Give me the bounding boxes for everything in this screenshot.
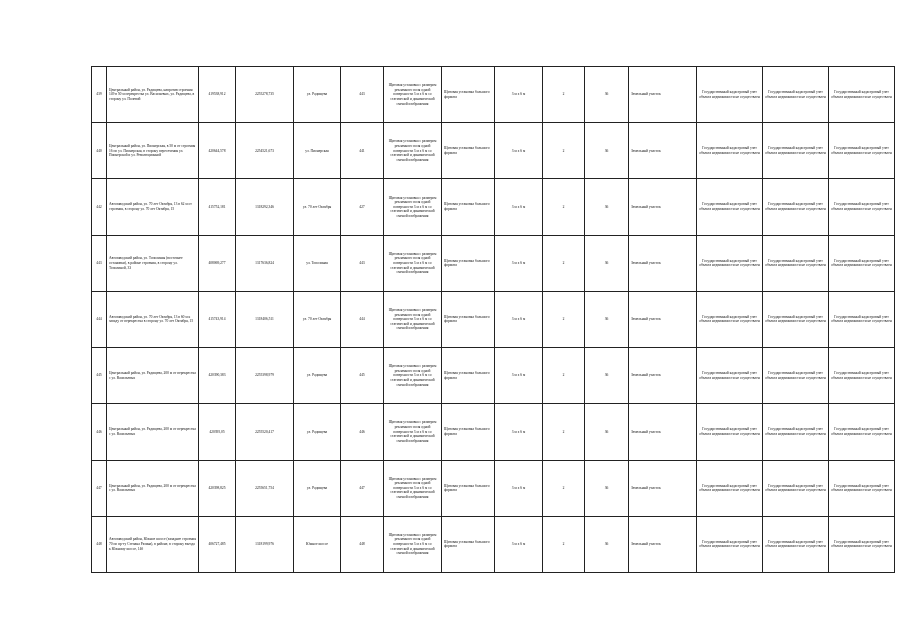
cadastral-status-1: Государственный кадастровый учет объекта недвижимости не осуществлен bbox=[697, 460, 763, 516]
structure-type: Щитовая установка большого формата bbox=[442, 67, 495, 123]
sides-count: 2 bbox=[543, 516, 585, 572]
sides-count: 2 bbox=[543, 291, 585, 347]
land-type: Земельный участок bbox=[629, 235, 697, 291]
street-name: ул. Радищева bbox=[294, 67, 341, 123]
cadastral-status-1: Государственный кадастровый учет объекта недвижимости не осуществлен bbox=[697, 179, 763, 235]
structure-type: Щитовая установка большого формата bbox=[442, 123, 495, 179]
structure-description: Щитовая установка с размером рекламного поля одной поверхности 3 м х 6 м со статической и динамической сменой изображения bbox=[384, 291, 442, 347]
coordinate-y: 2255278,735 bbox=[236, 67, 294, 123]
field-size: 3 м х 6 м bbox=[495, 179, 543, 235]
cadastral-status-2: Государственный кадастровый учет объекта недвижимости не осуществлен bbox=[763, 291, 829, 347]
location-address: Центральный район, ул. Радищева, 200 м от перекрестка с ул. Васильевых bbox=[107, 460, 199, 516]
coordinate-x: 420390,383 bbox=[199, 348, 236, 404]
land-type: Земельный участок bbox=[629, 123, 697, 179]
sides-count: 2 bbox=[543, 348, 585, 404]
row-number: 447 bbox=[92, 460, 107, 516]
coordinate-y: 1318199,976 bbox=[236, 516, 294, 572]
cadastral-status-1: Государственный кадастровый учет объекта недвижимости не осуществлен bbox=[697, 348, 763, 404]
field-size: 3 м х 6 м bbox=[495, 348, 543, 404]
field-size: 3 м х 6 м bbox=[495, 235, 543, 291]
structure-description: Щитовая установка с размером рекламного поля одной поверхности 3 м х 6 м со статической и динамической сменой изображения bbox=[384, 516, 442, 572]
structure-code: 444 bbox=[341, 291, 384, 347]
table-row bbox=[92, 235, 895, 291]
cadastral-status-2: Государственный кадастровый учет объекта недвижимости не осуществлен bbox=[763, 460, 829, 516]
cadastral-status-2: Государственный кадастровый учет объекта недвижимости не осуществлен bbox=[763, 348, 829, 404]
advertising-structures-table bbox=[91, 66, 895, 573]
street-name: ул. 70 лет Октября bbox=[294, 179, 341, 235]
cadastral-status-3: Государственный кадастровый учет объекта недвижимости не осуществлен bbox=[829, 179, 895, 235]
structure-description: Щитовая установка с размером рекламного поля одной поверхности 3 м х 6 м со статической и динамической сменой изображения bbox=[384, 348, 442, 404]
structure-description: Щитовая установка с размером рекламного поля одной поверхности 3 м х 6 м со статической и динамической сменой изображения bbox=[384, 404, 442, 460]
coordinate-x: 419538,912 bbox=[199, 67, 236, 123]
structure-code: 427 bbox=[341, 179, 384, 235]
field-size: 3 м х 6 м bbox=[495, 404, 543, 460]
location-address: Центральный район, ул. Радищева, напротив строения 149 в 50 м перекрестка ул. Васильевых, ул. Радищева, в сторону ул. Полевой bbox=[107, 67, 199, 123]
land-type: Земельный участок bbox=[629, 179, 697, 235]
cadastral-status-2: Государственный кадастровый учет объекта недвижимости не осуществлен bbox=[763, 179, 829, 235]
cadastral-status-3: Государственный кадастровый учет объекта недвижимости не осуществлен bbox=[829, 516, 895, 572]
structure-description: Щитовая установка с размером рекламного поля одной поверхности 3 м х 6 м со статической и динамической сменой изображения bbox=[384, 235, 442, 291]
cadastral-status-3: Государственный кадастровый учет объекта недвижимости не осуществлен bbox=[829, 67, 895, 123]
cadastral-status-3: Государственный кадастровый учет объекта недвижимости не осуществлен bbox=[829, 404, 895, 460]
display-area: 36 bbox=[585, 123, 629, 179]
coordinate-x: 420398,825 bbox=[199, 460, 236, 516]
location-address: Автозаводский район, ул. 70 лет Октября, 13 в 62 м от строения, в сторону ул. 70 лет Октября, 15 bbox=[107, 179, 199, 235]
display-area: 36 bbox=[585, 235, 629, 291]
coordinate-x: 406727,485 bbox=[199, 516, 236, 572]
land-type: Земельный участок bbox=[629, 516, 697, 572]
cadastral-status-1: Государственный кадастровый учет объекта недвижимости не осуществлен bbox=[697, 516, 763, 572]
structure-type: Щитовая установка большого формата bbox=[442, 516, 495, 572]
cadastral-status-1: Государственный кадастровый учет объекта недвижимости не осуществлен bbox=[697, 235, 763, 291]
cadastral-status-3: Государственный кадастровый учет объекта недвижимости не осуществлен bbox=[829, 291, 895, 347]
location-address: Автозаводский район, ул. Тополиная (восточнее остановки), в районе строения, в сторону ул. Тополиной, 33 bbox=[107, 235, 199, 291]
coordinate-y: 2254521,673 bbox=[236, 123, 294, 179]
sides-count: 2 bbox=[543, 404, 585, 460]
sides-count: 2 bbox=[543, 67, 585, 123]
display-area: 36 bbox=[585, 404, 629, 460]
row-number: 445 bbox=[92, 348, 107, 404]
row-number: 440 bbox=[92, 123, 107, 179]
table-row bbox=[92, 291, 895, 347]
field-size: 3 м х 6 м bbox=[495, 67, 543, 123]
cadastral-status-3: Государственный кадастровый учет объекта недвижимости не осуществлен bbox=[829, 460, 895, 516]
row-number: 444 bbox=[92, 291, 107, 347]
structure-code: 443 bbox=[341, 67, 384, 123]
structure-code: 447 bbox=[341, 460, 384, 516]
field-size: 3 м х 6 м bbox=[495, 516, 543, 572]
location-address: Автозаводский район, ул. 70 лет Октября, 13 в 60 м к западу от перекрестка в сторону ул. 70 лет Октября, 15 bbox=[107, 291, 199, 347]
table-body bbox=[92, 67, 895, 573]
sides-count: 2 bbox=[543, 235, 585, 291]
coordinate-y: 2255520,417 bbox=[236, 404, 294, 460]
cadastral-status-3: Государственный кадастровый учет объекта недвижимости не осуществлен bbox=[829, 235, 895, 291]
structure-description: Щитовая установка с размером рекламного поля одной поверхности 3 м х 6 м со статической и динамической сменой изображения bbox=[384, 460, 442, 516]
structure-code: 441 bbox=[341, 123, 384, 179]
cadastral-status-1: Государственный кадастровый учет объекта недвижимости не осуществлен bbox=[697, 67, 763, 123]
structure-description: Щитовая установка с размером рекламного поля одной поверхности 3 м х 6 м со статической и динамической сменой изображения bbox=[384, 67, 442, 123]
structure-type: Щитовая установка большого формата bbox=[442, 348, 495, 404]
land-type: Земельный участок bbox=[629, 404, 697, 460]
coordinate-x: 415743,914 bbox=[199, 291, 236, 347]
coordinate-y: 1318406,511 bbox=[236, 291, 294, 347]
display-area: 36 bbox=[585, 460, 629, 516]
location-address: Центральный район, ул. Пионерская, в 50 м от строения 16 по ул. Пионерская, в сторону пересечения ул. Пионерской и ул. Революционной bbox=[107, 123, 199, 179]
structure-code: 445 bbox=[341, 348, 384, 404]
street-name: ул. Радищева bbox=[294, 348, 341, 404]
table-row bbox=[92, 516, 895, 572]
display-area: 36 bbox=[585, 348, 629, 404]
structure-type: Щитовая установка большого формата bbox=[442, 235, 495, 291]
location-address: Центральный район, ул. Радищева, 200 м от перекрестка с ул. Васильевых bbox=[107, 404, 199, 460]
table-row bbox=[92, 67, 895, 123]
field-size: 3 м х 6 м bbox=[495, 460, 543, 516]
street-name: ул. Тополиная bbox=[294, 235, 341, 291]
location-address: Центральный район, ул. Радищева, 200 м от перекрестка с ул. Васильевых bbox=[107, 348, 199, 404]
cadastral-status-2: Государственный кадастровый учет объекта недвижимости не осуществлен bbox=[763, 516, 829, 572]
structure-code: 443 bbox=[341, 235, 384, 291]
sides-count: 2 bbox=[543, 179, 585, 235]
street-name: ул. Радищева bbox=[294, 460, 341, 516]
street-name: ул. Пионерская bbox=[294, 123, 341, 179]
cadastral-status-1: Государственный кадастровый учет объекта недвижимости не осуществлен bbox=[697, 404, 763, 460]
street-name: ул. 70 лет Октября bbox=[294, 291, 341, 347]
display-area: 36 bbox=[585, 179, 629, 235]
cadastral-status-2: Государственный кадастровый учет объекта недвижимости не осуществлен bbox=[763, 67, 829, 123]
land-type: Земельный участок bbox=[629, 348, 697, 404]
land-type: Земельный участок bbox=[629, 67, 697, 123]
table-row bbox=[92, 179, 895, 235]
cadastral-status-2: Государственный кадастровый учет объекта недвижимости не осуществлен bbox=[763, 235, 829, 291]
row-number: 439 bbox=[92, 67, 107, 123]
structure-type: Щитовая установка большого формата bbox=[442, 179, 495, 235]
coordinate-x: 420395,05 bbox=[199, 404, 236, 460]
table-row bbox=[92, 348, 895, 404]
cadastral-status-3: Государственный кадастровый учет объекта недвижимости не осуществлен bbox=[829, 348, 895, 404]
coordinate-y: 1318292,346 bbox=[236, 179, 294, 235]
cadastral-status-2: Государственный кадастровый учет объекта недвижимости не осуществлен bbox=[763, 404, 829, 460]
sides-count: 2 bbox=[543, 123, 585, 179]
structure-type: Щитовая установка большого формата bbox=[442, 404, 495, 460]
coordinate-y: 2255651,754 bbox=[236, 460, 294, 516]
coordinate-y: 1317636,824 bbox=[236, 235, 294, 291]
cadastral-status-1: Государственный кадастровый учет объекта недвижимости не осуществлен bbox=[697, 123, 763, 179]
sides-count: 2 bbox=[543, 460, 585, 516]
street-name: ул. Радищева bbox=[294, 404, 341, 460]
coordinate-y: 2255398,979 bbox=[236, 348, 294, 404]
structure-code: 446 bbox=[341, 404, 384, 460]
location-address: Автозаводский район, Южное шоссе (западнее строения 70 по пр-ту Степана Разина), в районе, в сторону въезда к Южному шоссе, 14б bbox=[107, 516, 199, 572]
table-row bbox=[92, 404, 895, 460]
field-size: 3 м х 6 м bbox=[495, 291, 543, 347]
row-number: 442 bbox=[92, 179, 107, 235]
coordinate-x: 408069,277 bbox=[199, 235, 236, 291]
table-row bbox=[92, 460, 895, 516]
row-number: 446 bbox=[92, 404, 107, 460]
land-type: Земельный участок bbox=[629, 291, 697, 347]
display-area: 36 bbox=[585, 516, 629, 572]
display-area: 36 bbox=[585, 291, 629, 347]
structure-description: Щитовая установка с размером рекламного поля одной поверхности 3 м х 6 м со статической и динамической сменой изображения bbox=[384, 123, 442, 179]
land-type: Земельный участок bbox=[629, 460, 697, 516]
coordinate-x: 420644,578 bbox=[199, 123, 236, 179]
cadastral-status-3: Государственный кадастровый учет объекта недвижимости не осуществлен bbox=[829, 123, 895, 179]
structure-type: Щитовая установка большого формата bbox=[442, 291, 495, 347]
street-name: Южное шоссе bbox=[294, 516, 341, 572]
structure-description: Щитовая установка с размером рекламного поля одной поверхности 3 м х 6 м со статической и динамической сменой изображения bbox=[384, 179, 442, 235]
display-area: 36 bbox=[585, 67, 629, 123]
coordinate-x: 415752,181 bbox=[199, 179, 236, 235]
structure-code: 448 bbox=[341, 516, 384, 572]
row-number: 443 bbox=[92, 235, 107, 291]
cadastral-status-1: Государственный кадастровый учет объекта недвижимости не осуществлен bbox=[697, 291, 763, 347]
cadastral-status-2: Государственный кадастровый учет объекта недвижимости не осуществлен bbox=[763, 123, 829, 179]
table-row bbox=[92, 123, 895, 179]
field-size: 3 м х 6 м bbox=[495, 123, 543, 179]
structure-type: Щитовая установка большого формата bbox=[442, 460, 495, 516]
row-number: 448 bbox=[92, 516, 107, 572]
